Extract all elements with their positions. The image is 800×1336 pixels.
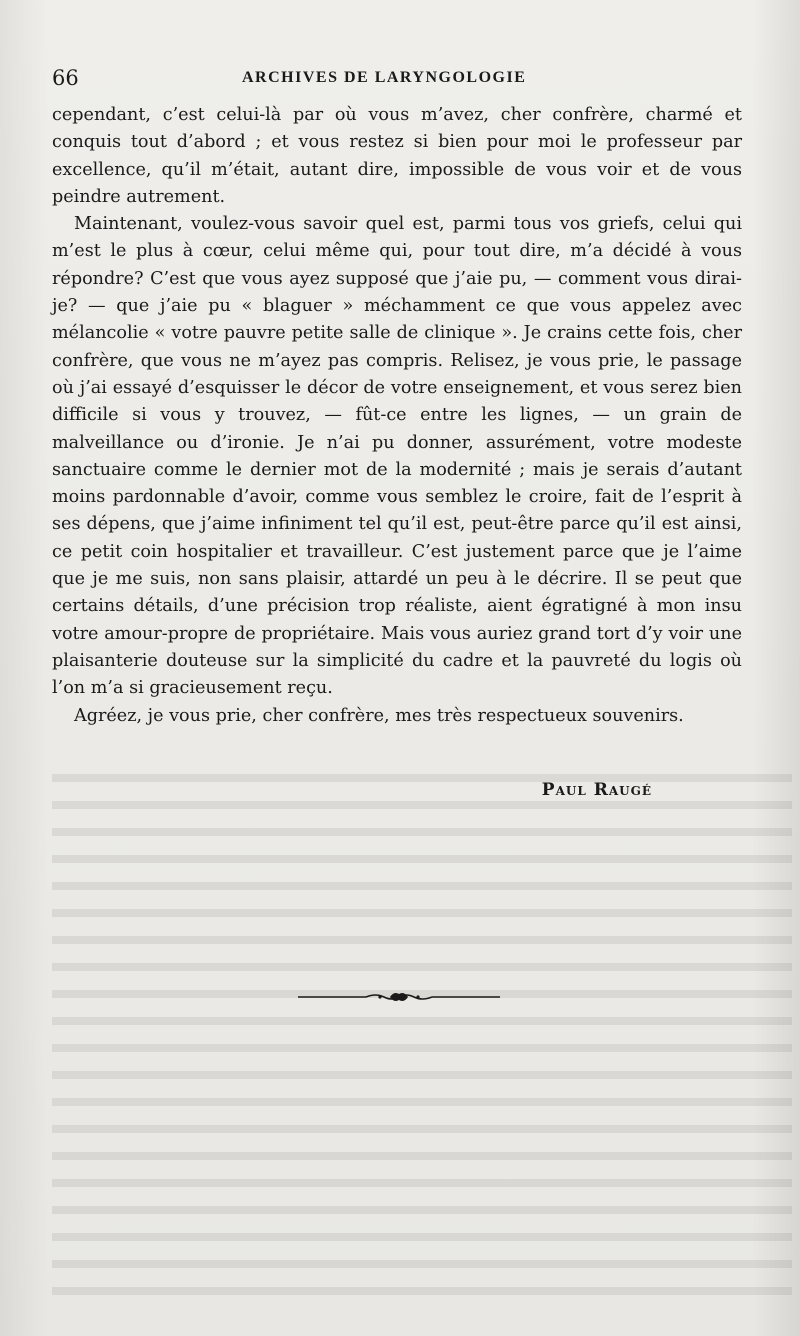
tailpiece-ornament-icon <box>296 990 502 1004</box>
paragraph: Agréez, je vous prie, cher confrère, mes très respectueux souvenirs. <box>74 705 684 726</box>
show-through-texture <box>52 760 792 1300</box>
author-signature: Paul Raugé <box>541 780 652 800</box>
journal-title: ARCHIVES DE LARYNGOLOGIE <box>242 69 527 86</box>
paragraph: cependant, c’est celui-là par où vous m’avez, cher confrère, charmé et conquis tout d’abord ; et vous restez si bien pour moi le professeur par excellence, qu’il m’était, autant dire, impossible de vous voir et de vous peindre autrement. <box>52 105 742 207</box>
page-number: 66 <box>52 66 79 90</box>
paragraph: Maintenant, voulez-vous savoir quel est, parmi tous vos griefs, celui qui m’est le plus à cœur, celui même qui, pour tout dire, m’a décidé à vous répondre? C’est que vous ayez supposé que j’aie pu, — comment vous dirai-je? — que j’aie pu « blaguer » méchamment ce que vous appelez avec mélancolie « votre pauvre petite salle de clinique ». Je crains cette fois, cher confrère, que vous ne m’ayez pas compris. Relisez, je vous prie, le passage où j’ai essayé d’esquisser le décor de votre enseignement, et vous serez bien difficile si vous y trouvez, — fût-ce entre les lignes, — un grain de malveillance ou d’ironie. Je n’ai pu donner, assurément, votre modeste sanctuaire comme le dernier mot de la modernité ; mais je serais d’autant moins pardonnable d’avoir, comme vous semblez le croire, fait de l’esprit à ses dépens, que j’aime infiniment tel qu’il est, peut-être parce qu’il est ainsi, ce petit coin hospitalier et travailleur. C’est justement parce que je l’aime que je me suis, non sans plaisir, attardé un peu à le décrire. Il se peut que certains détails, d’une précision trop réaliste, aient égratigné à mon insu votre amour-propre de propriétaire. Mais vous auriez grand tort d’y voir une plaisanterie douteuse sur la simplicité du cadre et la pauvreté du logis où l’on m’a si gracieusement reçu. <box>52 214 742 699</box>
body-text <box>52 102 742 730</box>
running-head <box>52 66 742 94</box>
